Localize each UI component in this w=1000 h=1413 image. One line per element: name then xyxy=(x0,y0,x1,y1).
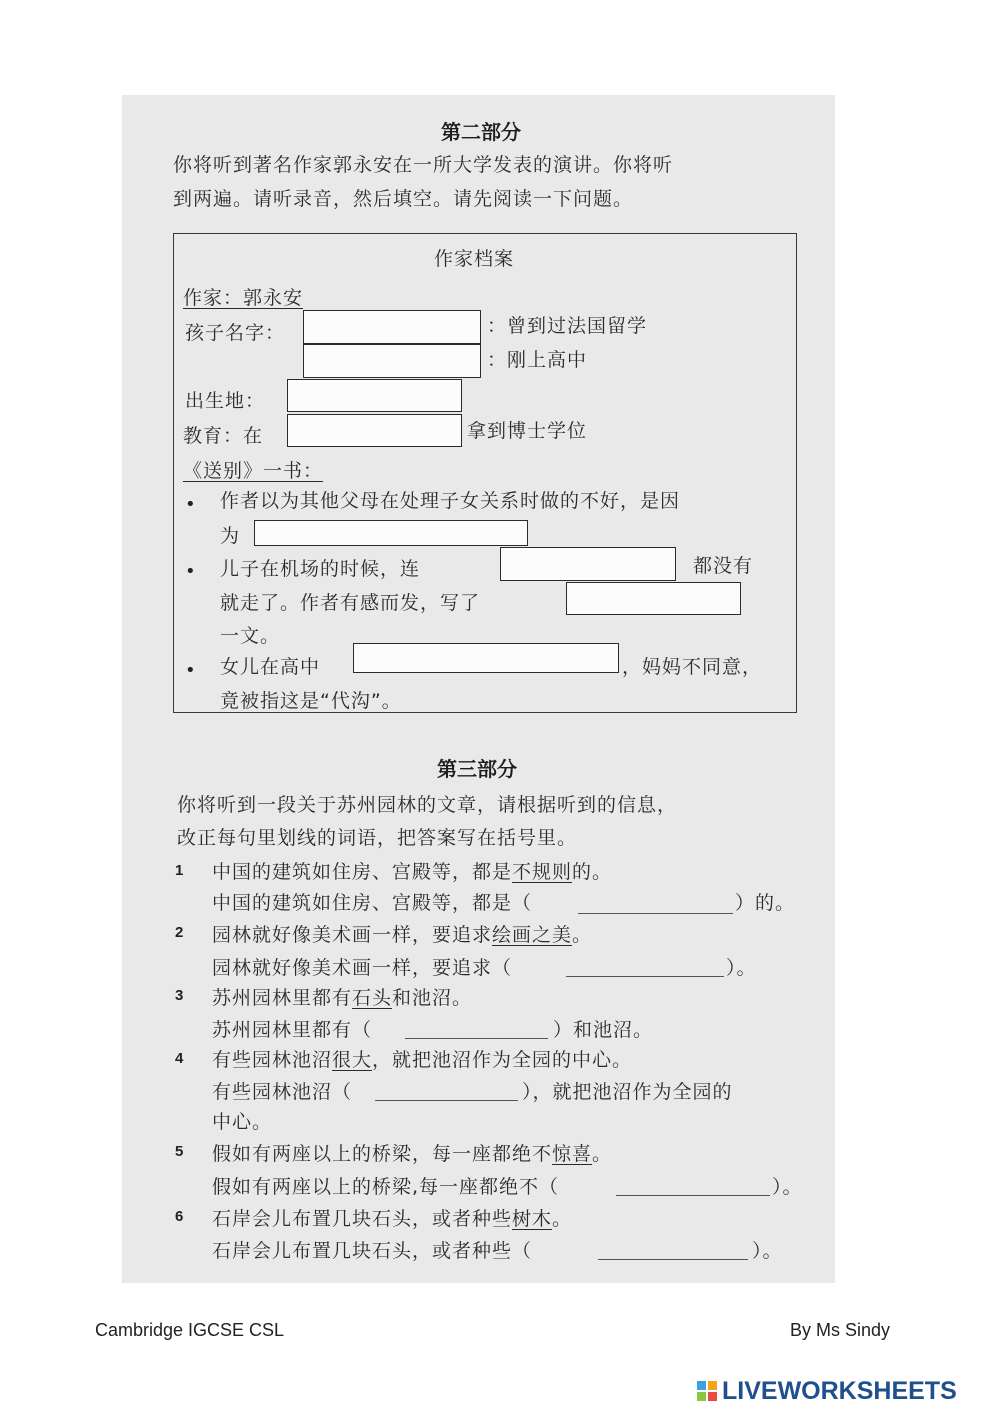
bullet2-field-a[interactable] xyxy=(500,547,676,581)
item5-fix-a: 假如有两座以上的桥梁,每一座都绝不（ xyxy=(212,1176,560,1198)
liveworksheets-logo-icon xyxy=(697,1381,719,1403)
item4-answer-field[interactable] xyxy=(375,1075,518,1101)
children-label: 孩子名字： xyxy=(185,322,286,344)
bullet3-field[interactable] xyxy=(353,643,619,673)
child1-name-field[interactable] xyxy=(303,310,481,344)
bullet2-line1-a: 儿子在机场的时候，连 xyxy=(220,558,421,580)
bullet3-line2: 竟被指这是“代沟”。 xyxy=(220,690,402,712)
item5-answer-field[interactable] xyxy=(616,1170,770,1196)
item-number: 1 xyxy=(175,862,184,879)
part2-intro-line1: 你将听到著名作家郭永安在一所大学发表的演讲。你将听 xyxy=(173,154,674,176)
book-label: 《送别》一书： xyxy=(183,460,324,482)
underlined-word: 不规则 xyxy=(512,861,573,883)
part3-title: 第三部分 xyxy=(437,757,517,781)
item4-fix-c: 中心。 xyxy=(212,1111,273,1133)
item3-answer-field[interactable] xyxy=(405,1013,548,1039)
bullet2-line3: 一文。 xyxy=(220,625,281,647)
bullet-dot: • xyxy=(185,494,196,515)
item5-original: 假如有两座以上的桥梁，每一座都绝不惊喜。 xyxy=(212,1143,613,1165)
footer-course: Cambridge IGCSE CSL xyxy=(95,1320,285,1340)
item-number: 5 xyxy=(175,1143,184,1160)
item1-fix-a: 中国的建筑如住房、宫殿等，都是（ xyxy=(212,892,533,914)
bullet1-line2: 为 xyxy=(220,525,241,547)
author-label: 作家：郭永安 xyxy=(183,287,304,309)
bullet3-line1-b: ，妈妈不同意， xyxy=(622,656,763,678)
part3-intro-line1: 你将听到一段关于苏州园林的文章，请根据听到的信息， xyxy=(177,794,678,816)
underlined-word: 树木 xyxy=(512,1208,553,1230)
item-number: 2 xyxy=(175,924,184,941)
item6-fix-b: ）。 xyxy=(752,1240,783,1262)
child1-note: ：曾到过法国留学 xyxy=(487,315,648,337)
item6-original: 石岸会儿布置几块石头，或者种些树木。 xyxy=(212,1208,573,1230)
item2-original: 园林就好像美术画一样，要追求绘画之美。 xyxy=(212,924,593,946)
item1-fix-b: ）的。 xyxy=(735,892,796,914)
underlined-word: 惊喜 xyxy=(552,1143,593,1165)
item6-fix-a: 石岸会儿布置几块石头，或者种些（ xyxy=(212,1240,533,1262)
item3-fix-b: ）和池沼。 xyxy=(553,1019,654,1041)
education-suffix: 拿到博士学位 xyxy=(467,420,588,442)
item-number: 6 xyxy=(175,1208,184,1225)
item3-fix-a: 苏州园林里都有（ xyxy=(212,1019,373,1041)
part3-intro-line2: 改正每句里划线的词语，把答案写在括号里。 xyxy=(177,827,578,849)
item4-fix-b: ），就把池沼作为全园的 xyxy=(522,1081,733,1103)
footer-author: By Ms Sindy xyxy=(790,1320,891,1340)
bullet2-line2-a: 就走了。作者有感而发，写了 xyxy=(220,592,481,614)
profile-box-title: 作家档案 xyxy=(434,248,515,270)
education-label: 教育：在 xyxy=(183,425,264,447)
item2-answer-field[interactable] xyxy=(566,951,724,977)
child2-name-field[interactable] xyxy=(303,344,481,378)
part2-intro-line2: 到两遍。请听录音，然后填空。请先阅读一下问题。 xyxy=(173,188,634,210)
bullet-dot: • xyxy=(185,660,196,681)
underlined-word: 很大 xyxy=(332,1049,373,1071)
bullet1-field[interactable] xyxy=(254,520,528,546)
liveworksheets-logo: LIVEWORKSHEETS xyxy=(722,1377,957,1405)
underlined-word: 石头 xyxy=(352,987,393,1009)
item2-fix-b: ）。 xyxy=(726,957,757,979)
education-field[interactable] xyxy=(287,414,462,447)
bullet2-field-b[interactable] xyxy=(566,582,741,615)
item5-fix-b: ）。 xyxy=(772,1176,803,1198)
item2-fix-a: 园林就好像美术画一样，要追求（ xyxy=(212,957,513,979)
birthplace-label: 出生地： xyxy=(185,390,266,412)
underlined-word: 绘画之美 xyxy=(492,924,573,946)
item3-original: 苏州园林里都有石头和池沼。 xyxy=(212,987,473,1009)
item-number: 4 xyxy=(175,1050,184,1067)
item1-original: 中国的建筑如住房、宫殿等，都是不规则的。 xyxy=(212,861,613,883)
item6-answer-field[interactable] xyxy=(598,1234,748,1260)
bullet3-line1-a: 女儿在高中 xyxy=(220,656,321,678)
item4-original: 有些园林池沼很大，就把池沼作为全园的中心。 xyxy=(212,1049,633,1071)
bullet2-line1-b: 都没有 xyxy=(693,555,754,577)
item1-answer-field[interactable] xyxy=(578,888,733,914)
item-number: 3 xyxy=(175,987,184,1004)
item4-fix-a: 有些园林池沼（ xyxy=(212,1081,353,1103)
part2-title: 第二部分 xyxy=(441,120,521,144)
child2-note: ：刚上高中 xyxy=(487,349,588,371)
bullet1-line1: 作者以为其他父母在处理子女关系时做的不好，是因 xyxy=(220,490,681,512)
bullet-dot: • xyxy=(185,561,196,582)
birthplace-field[interactable] xyxy=(287,379,462,412)
